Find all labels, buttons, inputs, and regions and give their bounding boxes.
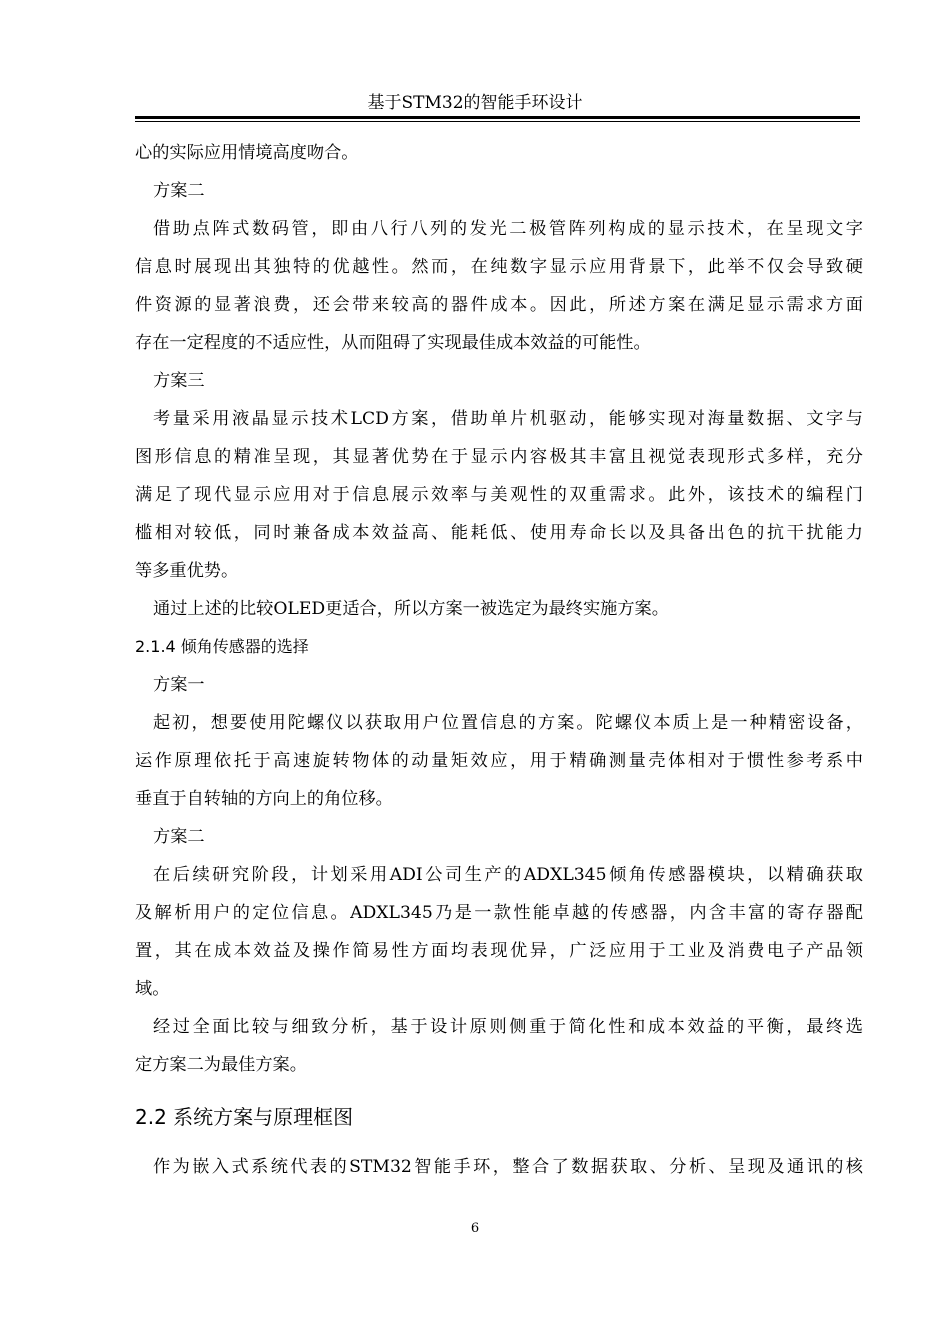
paragraph-line: 槛相对较低，同时兼备成本效益高、能耗低、使用寿命长以及具备出色的抗干扰能力 <box>135 523 863 543</box>
paragraph-line: 件资源的显著浪费，还会带来较高的器件成本。因此，所述方案在满足显示需求方面 <box>135 295 863 315</box>
header-rule-thin <box>135 121 860 122</box>
header-title: 基于STM32的智能手环设计 <box>367 93 583 113</box>
paragraph-line: 置，其在成本效益及操作简易性方面均表现优异，广泛应用于工业及消费电子产品领 <box>135 941 863 961</box>
scheme-label: 方案二 <box>153 827 205 847</box>
scheme-label: 方案二 <box>153 181 205 201</box>
paragraph-line: 满足了现代显示应用对于信息展示效率与美观性的双重需求。此外，该技术的编程门 <box>135 485 863 505</box>
page-number: 6 <box>470 1221 480 1236</box>
paragraph-line: 心的实际应用情境高度吻合。 <box>135 143 359 163</box>
paragraph-line: 在后续研究阶段，计划采用ADI公司生产的ADXL345倾角传感器模块，以精确获取 <box>153 865 863 885</box>
paragraph-line: 通过上述的比较OLED更适合，所以方案一被选定为最终实施方案。 <box>153 599 669 619</box>
paragraph-line: 信息时展现出其独特的优越性。然而，在纯数字显示应用背景下，此举不仅会导致硬 <box>135 257 863 277</box>
paragraph-line: 等多重优势。 <box>135 561 239 581</box>
section-heading-2-2: 2.2 系统方案与原理框图 <box>135 1105 354 1129</box>
paragraph-line: 经过全面比较与细致分析，基于设计原则侧重于简化性和成本效益的平衡，最终选 <box>153 1017 863 1037</box>
section-heading-2-1-4: 2.1.4 倾角传感器的选择 <box>135 637 309 656</box>
scheme-label: 方案一 <box>153 675 205 695</box>
paragraph-line: 定方案二为最佳方案。 <box>135 1055 307 1075</box>
paragraph-line: 作为嵌入式系统代表的STM32智能手环，整合了数据获取、分析、呈现及通讯的核 <box>153 1157 863 1177</box>
paragraph-line: 垂直于自转轴的方向上的角位移。 <box>135 789 393 809</box>
paragraph-line: 借助点阵式数码管，即由八行八列的发光二极管阵列构成的显示技术，在呈现文字 <box>153 219 863 239</box>
paragraph-line: 起初，想要使用陀螺仪以获取用户位置信息的方案。陀螺仪本质上是一种精密设备， <box>153 713 863 733</box>
header-rule-thick <box>135 116 860 119</box>
paragraph-line: 存在一定程度的不适应性，从而阻碍了实现最佳成本效益的可能性。 <box>135 333 651 353</box>
paragraph-line: 域。 <box>135 979 170 999</box>
paragraph-line: 运作原理依托于高速旋转物体的动量矩效应，用于精确测量壳体相对于惯性参考系中 <box>135 751 863 771</box>
paragraph-line: 及解析用户的定位信息。ADXL345乃是一款性能卓越的传感器，内含丰富的寄存器配 <box>135 903 863 923</box>
scheme-label: 方案三 <box>153 371 205 391</box>
paragraph-line: 考量采用液晶显示技术LCD方案，借助单片机驱动，能够实现对海量数据、文字与 <box>153 409 863 429</box>
paragraph-line: 图形信息的精准呈现，其显著优势在于显示内容极其丰富且视觉表现形式多样，充分 <box>135 447 863 467</box>
